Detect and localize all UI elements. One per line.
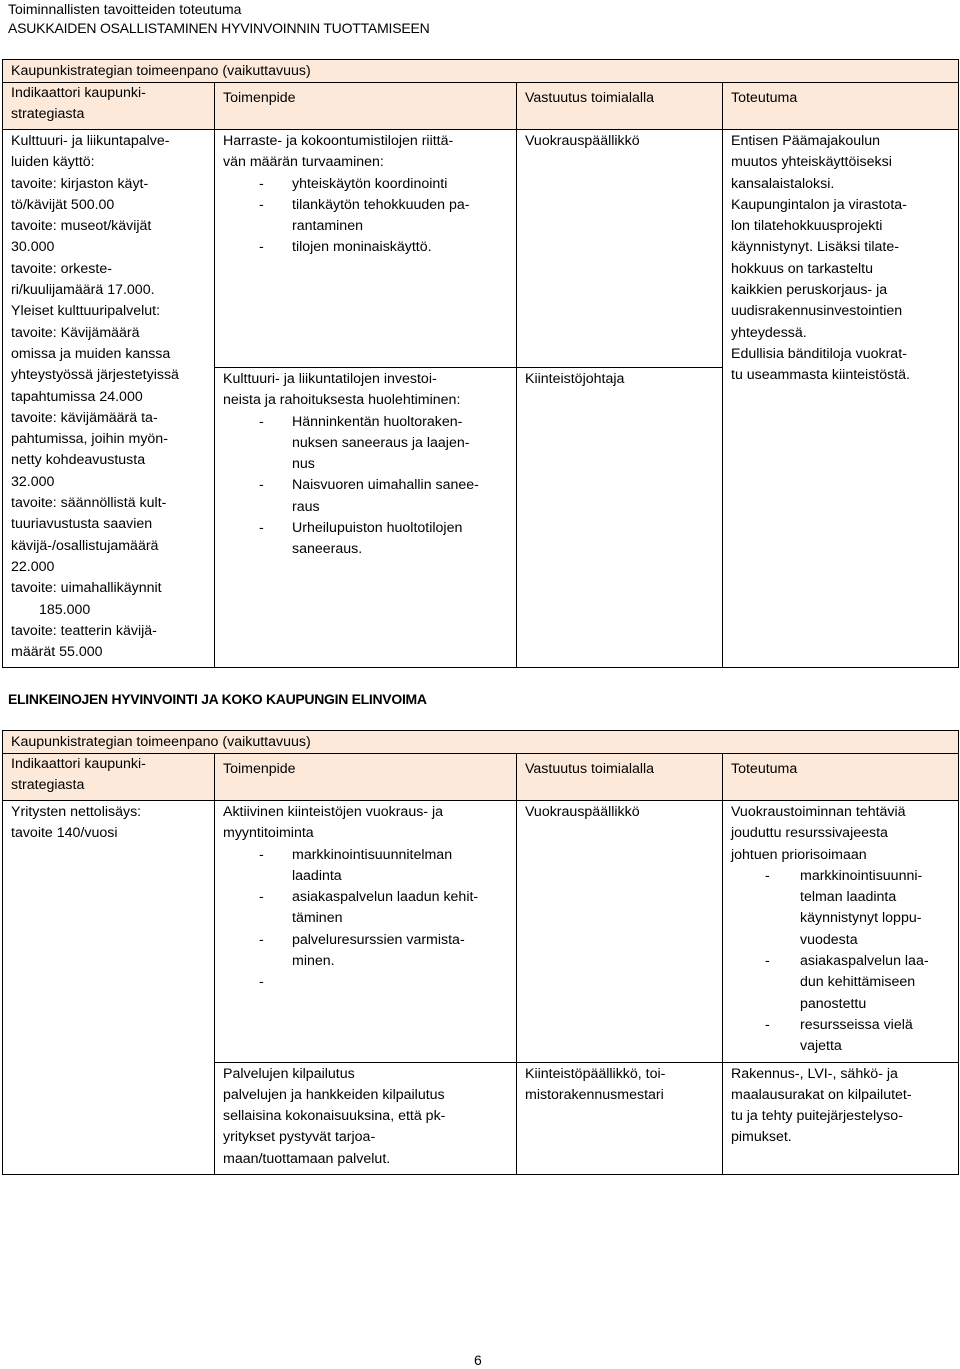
text-line: palvelujen ja hankkeiden kilpailutus <box>223 1086 445 1103</box>
text-line: luiden käyttö: <box>11 154 95 171</box>
bullet-item: - Naisvuoren uimahallin sanee- <box>223 475 512 496</box>
text-line: neista ja rahoituksesta huolehtiminen: <box>223 392 461 409</box>
text-line: Yritysten nettolisäys: <box>11 804 142 820</box>
text-line: uudisrakennusinvestointien <box>731 303 903 320</box>
bullet-continuation: raus <box>292 498 320 515</box>
text-line: 30.000 <box>11 239 55 256</box>
column-header-responsible: Vastuutus toimialalla <box>517 754 723 801</box>
bullet-continuation: nus <box>292 456 315 473</box>
text-line: Kulttuuri- ja liikuntapalve- <box>11 133 170 149</box>
bullet-continuation: vajetta <box>800 1038 842 1055</box>
text-line: Vuokraustoiminnan tehtäviä <box>731 804 906 820</box>
bullet-item: - Hänninkentän huoltoraken- <box>223 412 512 433</box>
text-line: Yleiset kulttuuripalvelut: <box>11 303 161 320</box>
text-line: 22.000 <box>11 558 55 575</box>
action-cell <box>215 130 517 368</box>
text-line: yhteydessä. <box>731 324 807 341</box>
text-line: muutos yhteiskäyttöiseksi <box>731 154 892 171</box>
bullet-continuation: täminen <box>292 910 343 927</box>
text-line: hokkuus on tarkasteltu <box>731 260 873 277</box>
text-line: lon tilatehokkuusprojekti <box>731 218 883 235</box>
text-line: kävijä-/osallistujamäärä <box>11 537 159 554</box>
text-line: myyntitoiminta <box>223 825 314 842</box>
text-line: tavoite 140/vuosi <box>11 825 118 842</box>
text-line: johtuen priorisoimaan <box>731 846 867 863</box>
outcome-cell <box>723 1062 959 1174</box>
responsible-cell <box>517 1062 723 1174</box>
bullet-item: - asiakaspalvelun laadun kehit- <box>223 887 512 908</box>
text-line: sellaisina kokonaisuuksina, että pk- <box>223 1108 446 1125</box>
text-line: mistorakennusmestari <box>525 1086 664 1103</box>
text-line: omissa ja muiden kanssa <box>11 345 171 362</box>
text-line: maalausurakat on kilpailutet- <box>731 1086 912 1103</box>
bullet-continuation: laadinta <box>292 867 342 884</box>
bullet-item: - markkinointisuunni- <box>731 866 954 887</box>
column-header-outcome: Toteutuma <box>723 83 959 130</box>
outcome-cell <box>723 801 959 1063</box>
bullet-item: - yhteiskäytön koordinointi <box>223 174 512 195</box>
text-line: tavoite: kävijämäärä ta- <box>11 409 158 426</box>
text-line: 185.000 <box>39 601 91 618</box>
table-caption: Kaupunkistrategian toimeenpano (vaikuttavuus) <box>3 60 959 83</box>
text-line: netty kohdeavustusta <box>11 452 146 469</box>
action-cell <box>215 1062 517 1174</box>
bullet-continuation: nuksen saneeraus ja laajen- <box>292 434 470 451</box>
bullet-continuation: minen. <box>292 953 335 970</box>
text-line: tavoite: kirjaston käyt- <box>11 175 149 192</box>
bullet-continuation: vuodesta <box>800 931 858 948</box>
bullet-item: - Urheilupuiston huoltotilojen <box>223 518 512 539</box>
column-header-action: Toimenpide <box>215 754 517 801</box>
responsible-cell: Vuokrauspäällikkö <box>517 130 723 368</box>
text-line: tavoite: teatterin kävijä- <box>11 622 157 639</box>
responsible-cell: Kiinteistöjohtaja <box>517 368 723 668</box>
text-line: Rakennus-, LVI-, sähkö- ja <box>731 1065 898 1082</box>
document-title: Toiminnallisten tavoitteiden toteutuma <box>8 1 242 17</box>
text-line: Entisen Päämajakoulun <box>731 133 881 149</box>
text-line: tu ja tehty puitejärjestelyso- <box>731 1108 903 1125</box>
responsible-cell: Vuokrauspäällikkö <box>517 801 723 1063</box>
text-line: tapahtumissa 24.000 <box>11 388 143 405</box>
indicator-cell <box>3 130 215 668</box>
text-line: Kiinteistöpäällikkö, toi- <box>525 1065 666 1082</box>
indicator-cell <box>3 801 215 1175</box>
outcome-cell <box>723 130 959 668</box>
text-line: pahtumissa, joihin myön- <box>11 431 168 448</box>
action-cell <box>215 368 517 668</box>
text-line: tavoite: Kävijämäärä <box>11 324 140 341</box>
text-line: kansalaistaloksi. <box>731 175 835 192</box>
column-header-action: Toimenpide <box>215 83 517 130</box>
action-cell <box>215 801 517 1063</box>
text-line: tavoite: museot/kävijät <box>11 218 152 235</box>
text-line: Palvelujen kilpailutus <box>223 1065 355 1082</box>
text-line: määrät 55.000 <box>11 644 103 661</box>
page-number: 6 <box>474 1352 482 1368</box>
bullet-item: - <box>259 974 264 991</box>
text-line: Edullisia bänditiloja vuokrat- <box>731 345 907 362</box>
text-line: ri/kuulijamäärä 17.000. <box>11 282 155 299</box>
bullet-item: - resursseissa vielä <box>731 1015 954 1036</box>
strategy-table-1 <box>2 59 959 668</box>
bullet-continuation: saneeraus. <box>292 541 363 558</box>
column-header-indicator: Indikaattori kaupunki- strategiasta <box>3 754 215 801</box>
text-line: tavoite: orkeste- <box>11 260 112 277</box>
text-line: vän määrän turvaaminen: <box>223 154 384 171</box>
text-line: tuuriavustusta saavien <box>11 516 153 533</box>
bullet-continuation: panostettu <box>800 995 867 1012</box>
text-line: yritykset pystyvät tarjoa- <box>223 1129 376 1146</box>
column-header-responsible: Vastuutus toimialalla <box>517 83 723 130</box>
section-title: ASUKKAIDEN OSALLISTAMINEN HYVINVOINNIN TUOTTAMISEEN <box>8 20 430 36</box>
bullet-continuation: rantaminen <box>292 218 363 235</box>
strategy-table-2 <box>2 730 959 1175</box>
table-caption: Kaupunkistrategian toimeenpano (vaikuttavuus) <box>3 731 959 754</box>
text-line: käynnistynyt. Lisäksi tilate- <box>731 239 899 256</box>
text-line: tö/kävijät 500.00 <box>11 196 115 213</box>
bullet-continuation: telman laadinta <box>800 889 897 906</box>
text-line: tavoite: säännöllistä kult- <box>11 495 167 512</box>
text-line: Aktiivinen kiinteistöjen vuokraus- ja <box>223 804 444 820</box>
bullet-continuation: dun kehittämiseen <box>800 974 916 991</box>
text-line: Harraste- ja kokoontumistilojen riittä- <box>223 133 454 149</box>
text-line: tu useammasta kiinteistöstä. <box>731 367 910 384</box>
text-line: tavoite: uimahallikäynnit <box>11 580 162 597</box>
text-line: 32.000 <box>11 473 55 490</box>
text-line: kaikkien peruskorjaus- ja <box>731 282 888 299</box>
bullet-item: - tilankäytön tehokkuuden pa- <box>223 195 512 216</box>
column-header-indicator: Indikaattori kaupunki- strategiasta <box>3 83 215 130</box>
section-title: ELINKEINOJEN HYVINVOINTI JA KOKO KAUPUNGIN ELINVOIMA <box>8 691 427 707</box>
text-line: Kaupungintalon ja virastota- <box>731 196 907 213</box>
bullet-continuation: käynnistynyt loppu- <box>800 910 922 927</box>
bullet-item: - tilojen moninaiskäyttö. <box>223 237 512 258</box>
text-line: pimukset. <box>731 1129 792 1146</box>
text-line: jouduttu resurssivajeesta <box>731 825 888 842</box>
text-line: yhteystyössä järjestetyissä <box>11 367 179 384</box>
bullet-item: - palveluresurssien varmista- <box>223 930 512 951</box>
text-line: Kulttuuri- ja liikuntatilojen investoi- <box>223 371 437 387</box>
column-header-outcome: Toteutuma <box>723 754 959 801</box>
bullet-item: - asiakaspalvelun laa- <box>731 951 954 972</box>
text-line: maan/tuottamaan palvelut. <box>223 1150 391 1167</box>
bullet-item: - markkinointisuunnitelman <box>223 845 512 866</box>
